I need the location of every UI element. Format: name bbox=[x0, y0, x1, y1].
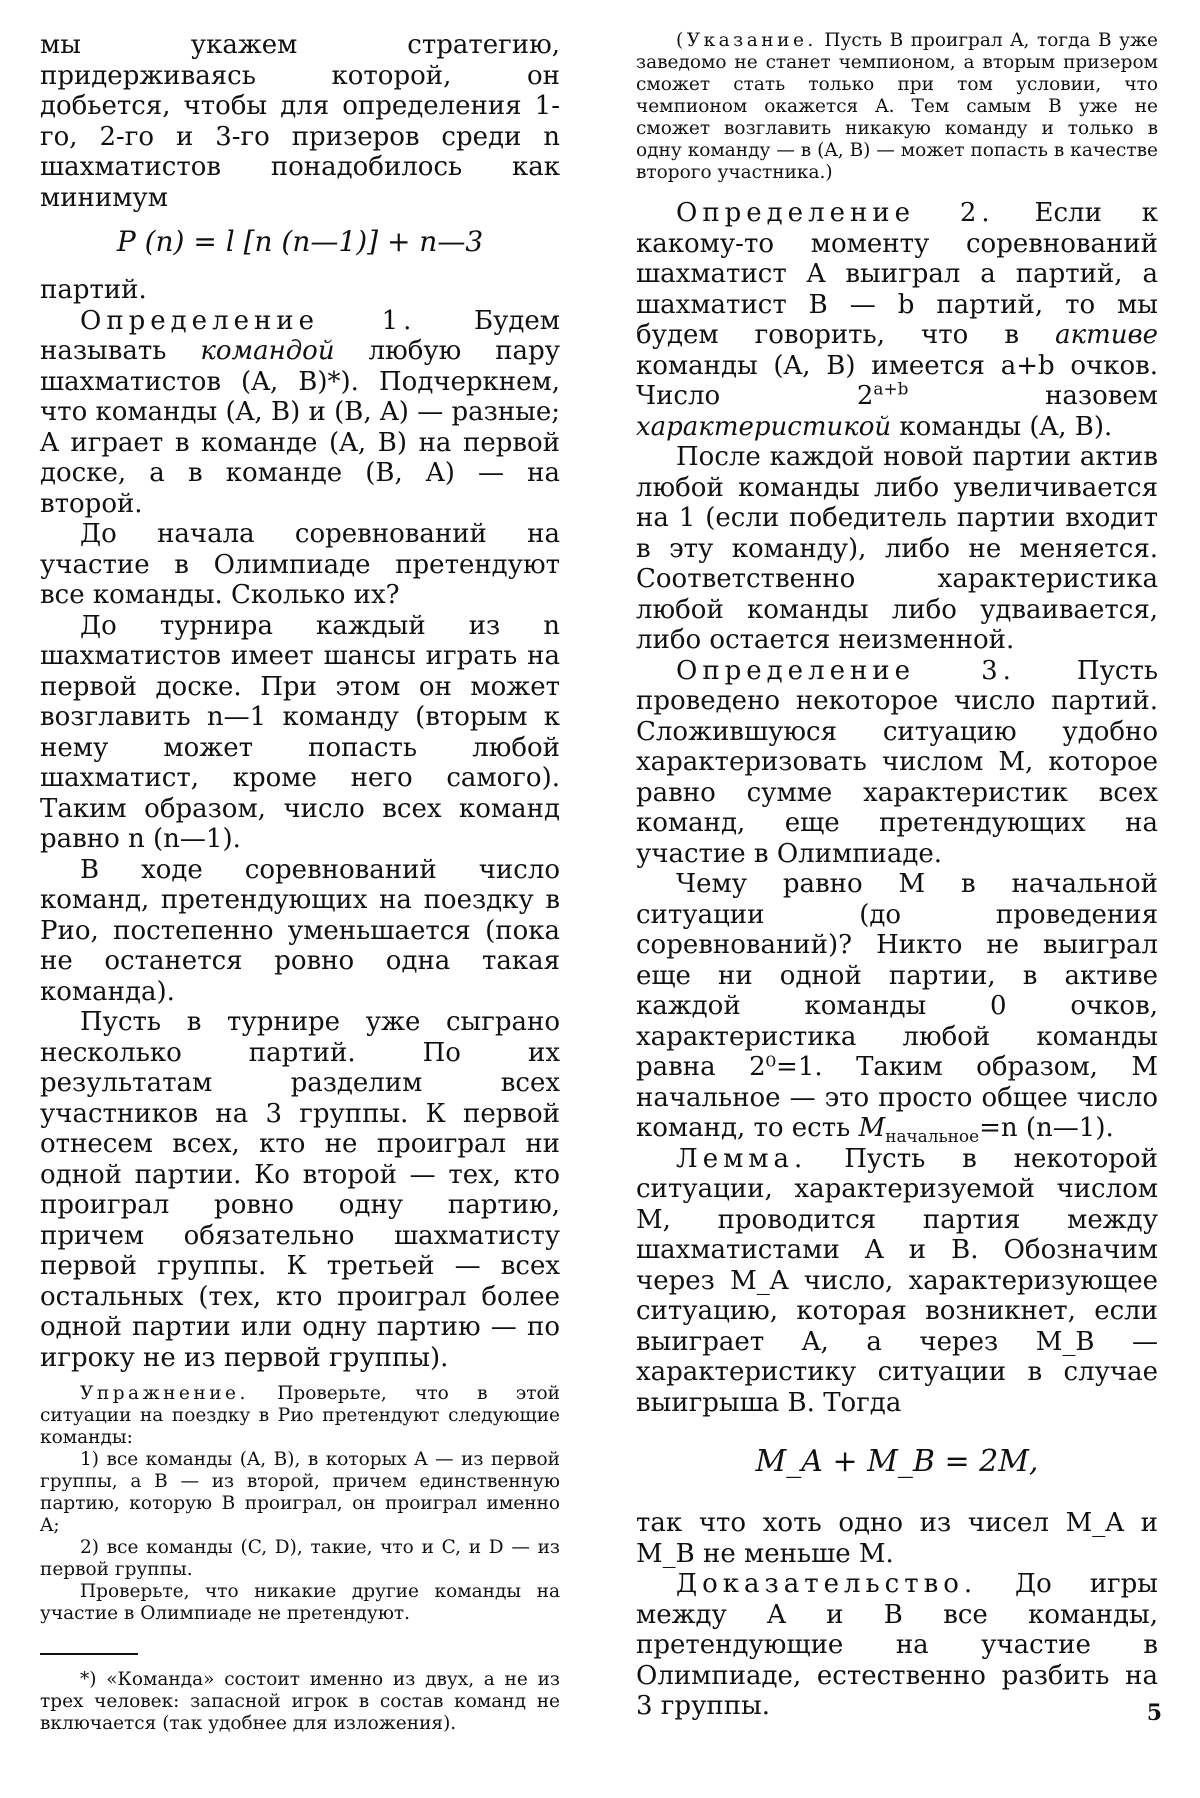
power-formula: 2⁰=1 bbox=[749, 1052, 815, 1082]
definition-2-power: $2^{a+b}$ bbox=[856, 378, 909, 411]
exercise bbox=[40, 1383, 560, 1449]
definition-1 bbox=[40, 306, 560, 520]
definition-2-text-c: назовем bbox=[1045, 381, 1158, 411]
hint-text: Пусть B проиграл A, тогда B уже заведомо не станет чемпионом, а вторым призером сможет стать только при том условии, что чемпионом окажется A. Тем самым B уже не сможет возглавить никакую команду и только в одну команду — в (A, B) — может попасть в качестве второго участника.) bbox=[636, 30, 1158, 183]
definition-3-label: Определение 3. bbox=[676, 655, 1016, 686]
exercise-text: Проверьте, что в этой ситуации на поездку в Рио претендуют следующие команды: bbox=[40, 1383, 560, 1448]
footnote-rule bbox=[40, 1653, 138, 1655]
exercise-item-2: 2) все команды (C, D), такие, что и C, и D — из первой группы. bbox=[40, 1537, 560, 1580]
proof-text: До игры между A и B все команды, претендующие на участие в Олимпиаде, естественно разбить на 3 группы. bbox=[636, 1569, 1158, 1721]
proof bbox=[636, 1569, 1158, 1722]
paragraph-after-game: После каждой новой партии актив любой команды либо увеличивается на 1 (если победитель партии входит в эту команду), либо не меняется. Соответственно характеристика любой команды либо удваивается, либо остается неизменной. bbox=[636, 442, 1158, 655]
definition-1-term: командой bbox=[200, 336, 335, 366]
paragraph-how-many: До начала соревнований на участие в Олимпиаде претендуют все команды. Сколько их? bbox=[40, 519, 560, 610]
formula-p-of-n: P (n) = l [n (n—1)] + n—3 bbox=[116, 225, 484, 258]
paragraph-so-that: так что хоть одно из чисел M_A и M_B не меньше M. bbox=[636, 1508, 1158, 1569]
definition-1-text-b: любую пару шахматистов (A, B)*). Подчеркнем, что команды (A, B) и (B, A) — разные; A играет в команде (A, B) на первой доске, а в команде (B, A) — на второй. bbox=[40, 336, 561, 519]
definition-3 bbox=[636, 656, 1158, 870]
exercise-label: Упражнение. bbox=[80, 1383, 249, 1404]
hint-label: (Указание. bbox=[676, 30, 817, 51]
exercise-item-1: 1) все команды (A, B), в которых A — из первой группы, а B — из второй, причем единственную партию, которую B проиграл, он проиграл именно A; bbox=[40, 1449, 560, 1536]
right-column bbox=[636, 30, 1158, 1722]
paragraph-during: В ходе соревнований число команд, претендующих на поездку в Рио, постепенно уменьшается (пока не останется ровно одна такая команда). bbox=[40, 854, 560, 1007]
paragraph-before-tournament: До турнира каждый из n шахматистов имеет шансы играть на первой доске. При этом он может возглавить n—1 команду (вторым к нему может попасть любой шахматист, кроме него самого). Таким образом, число всех команд равно n (n—1). bbox=[40, 610, 560, 854]
exercise-check: Проверьте, что никакие другие команды на участие в Олимпиаде не претендуют. bbox=[40, 1581, 560, 1624]
definition-2-term-characteristic: характеристикой bbox=[636, 411, 892, 442]
hint bbox=[636, 30, 1158, 184]
definition-1-text-a: Будем называть bbox=[40, 305, 561, 366]
paragraph-intro: мы укажем стратегию, придерживаясь которой, он добьется, чтобы для определения 1-го, 2-го и 3-го призеров среди n шахматистов понадобилось как минимум bbox=[40, 30, 560, 213]
definition-2-label: Определение 2. bbox=[676, 198, 995, 228]
lemma-label: Лемма. bbox=[676, 1143, 808, 1174]
definition-2-text-b: команды (A, B) имеется a+b очков. Число bbox=[636, 350, 1158, 411]
lemma bbox=[636, 1144, 1158, 1419]
page-number: 5 bbox=[1146, 1700, 1162, 1726]
definition-2 bbox=[636, 198, 1158, 442]
definition-2-text-d: команды (A, B). bbox=[899, 411, 1113, 442]
paragraph-partiy: партий. bbox=[40, 275, 147, 305]
lemma-text: Пусть в некоторой ситуации, характеризуемой числом M, проводится партия между шахматистами A и B. Обозначим через M_A число, характеризующее ситуацию, которая возникнет, если выиграет A, а через M_B — характеристику ситуации в случае выигрыша B. Тогда bbox=[636, 1143, 1158, 1418]
paragraph-initial: Чему равно M в начальной ситуации (до проведения соревнований)? Никто не выиграл еще ни одной партии, в активе каждой команды 0 очков, характеристика любой команды равна 2⁰=1. Таким образом, M начальное — это просто общее число команд, то есть $M_{начальное}=n$ (n—1). bbox=[636, 869, 1159, 1147]
left-column bbox=[40, 30, 560, 1735]
footnote: *) «Команда» состоит именно из двух, а не из трех человек: запасной игрок в состав команд не включается (так удобнее для изложения). bbox=[40, 1669, 560, 1734]
formula-lemma: M_A + M_B = 2M, bbox=[755, 1444, 1039, 1479]
paragraph-groups: Пусть в турнире уже сыграно несколько партий. По их результатам разделим всех участников на 3 группы. К первой отнесем всех, кто не проиграл ни одной партии. Ко второй — тех, кто проиграл ровно одну партию, причем обязательно шахматисту первой группы. К третьей — всех остальных (тех, кто проиграл более одной партии или одну партию — по игроку не из первой группы). bbox=[40, 1007, 560, 1373]
definition-2-text-a: Если к какому-то моменту соревнований шахматист A выиграл a партий, а шахматист B — b партий, то мы будем говорить, что в bbox=[636, 198, 1158, 350]
proof-label: Доказательство. bbox=[676, 1569, 978, 1599]
definition-2-term-active: активе bbox=[1055, 320, 1159, 350]
definition-3-text: Пусть проведено некоторое число партий. Сложившуюся ситуацию удобно характеризовать числом M, которое равно сумме характеристик всех команд, еще претендующих на участие в Олимпиаде. bbox=[636, 655, 1158, 869]
definition-1-label: Определение 1. bbox=[80, 305, 417, 336]
